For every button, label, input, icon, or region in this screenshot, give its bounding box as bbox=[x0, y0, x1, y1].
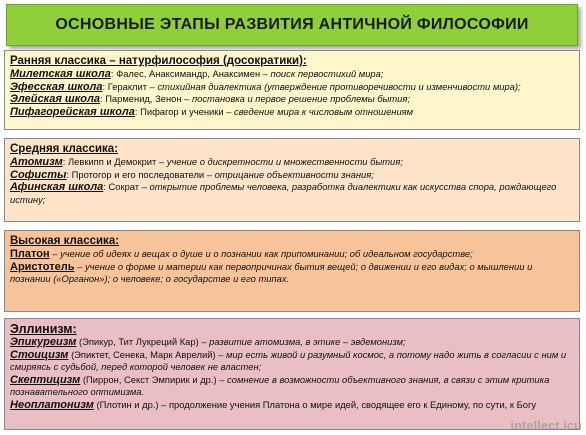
term: Элейская школа bbox=[10, 93, 100, 106]
separator: : bbox=[99, 93, 106, 105]
names: Фалес, Анаксимандр, Анаксимен – bbox=[116, 68, 271, 79]
list-item bbox=[10, 399, 574, 412]
separator: : bbox=[102, 80, 108, 92]
description: поиск первостихий мира; bbox=[270, 68, 384, 79]
list-item bbox=[10, 261, 574, 286]
term: Скептицизм bbox=[10, 373, 81, 386]
list-item bbox=[10, 93, 574, 106]
separator: – bbox=[49, 248, 61, 259]
description: развитие атомизма, в этике – эвдемонизм; bbox=[209, 336, 406, 347]
list-item bbox=[10, 374, 574, 399]
description: постановка и первое решение проблемы бытия; bbox=[191, 93, 411, 105]
description: учение о дискретности и множественности бытия; bbox=[166, 156, 403, 167]
section-heading: Эллинизм: bbox=[10, 322, 77, 336]
separator: : bbox=[110, 68, 117, 79]
term: Афинская школа bbox=[10, 181, 104, 194]
section-heading: Средняя классика: bbox=[10, 143, 119, 155]
term: Атомизм bbox=[10, 156, 63, 168]
section-high-classics bbox=[4, 230, 580, 312]
term: Эфесская школа bbox=[10, 80, 103, 93]
list-item bbox=[10, 349, 574, 374]
section-hellenism bbox=[4, 318, 580, 430]
names: (Эпикур, Тит Лукреций Кар) – bbox=[78, 336, 210, 347]
names: Сократ – bbox=[108, 181, 150, 193]
list-item bbox=[10, 156, 574, 169]
names: (Плотин и др.) – продолжение учения Платона о мире идей, сводящее его к Единому, по сути, к Богу bbox=[96, 398, 537, 410]
term: Софисты bbox=[10, 168, 67, 181]
section-heading: Высокая классика: bbox=[10, 235, 120, 247]
description: учение о форме и материи как первопричинах бытия вещей; о движении и его видах; о мышлении и познании («Органон»); о человеке; о государстве и его типах. bbox=[10, 260, 533, 285]
term: Стоицизм bbox=[10, 348, 69, 361]
section-middle-classics bbox=[4, 138, 580, 222]
term: Эпикуреизм bbox=[10, 336, 77, 348]
section-early-classics bbox=[4, 50, 580, 130]
term: Неоплатонизм bbox=[10, 398, 94, 411]
list-item bbox=[10, 248, 574, 261]
names: Протогор и его последователи – bbox=[71, 168, 215, 180]
names: Гераклит – bbox=[107, 80, 158, 92]
term: Платон bbox=[10, 248, 50, 260]
term: Милетская школа bbox=[10, 68, 111, 80]
names: Пифагор и ученики – bbox=[140, 105, 235, 117]
description: стихийная диалектика (утверждение противоречивости и изменчивости мира); bbox=[157, 80, 521, 92]
list-item bbox=[10, 68, 574, 81]
list-item bbox=[10, 81, 574, 94]
description: сомнение в возможности объективного знания, в связи с этим критика познавательного оптимизма. bbox=[10, 373, 550, 398]
description: мир есть живой и разумный космос, а потому надо жить в согласии с ним и смиряясь с судьбой, перед которой человек не властен; bbox=[10, 348, 567, 373]
list-item bbox=[10, 106, 574, 119]
description: открытие проблемы человека, разработка диалектики как искусства спора, рождающего истину; bbox=[10, 181, 557, 205]
names: (Эпиктет, Сенека, Марк Аврелий) – bbox=[71, 348, 226, 360]
names: (Пиррон, Секст Эмпирик и др.) – bbox=[82, 373, 228, 385]
names: Левкипп и Демокрит – bbox=[67, 156, 167, 167]
separator: : bbox=[66, 168, 72, 180]
separator: – bbox=[74, 260, 85, 272]
section-heading: Ранняя классика – натурфилософия (досократики): bbox=[10, 55, 307, 67]
description: учение об идеях и вещах о душе и о познании как припоминании; об идеальном государстве; bbox=[60, 248, 473, 259]
term: Аристотель bbox=[10, 260, 75, 273]
watermark: intellect.icu bbox=[510, 418, 582, 433]
separator: : bbox=[103, 181, 109, 193]
separator: : bbox=[62, 156, 68, 167]
description: отрицание объективности знания; bbox=[214, 168, 374, 180]
term: Пифагорейская школа bbox=[10, 105, 135, 118]
separator: : bbox=[134, 105, 141, 117]
names: Парменид, Зенон – bbox=[105, 93, 192, 105]
description: сведение мира к числовым отношениям bbox=[234, 105, 414, 117]
page-title: ОСНОВНЫЕ ЭТАПЫ РАЗВИТИЯ АНТИЧНОЙ ФИЛОСОФИИ bbox=[6, 4, 578, 46]
list-item bbox=[10, 169, 574, 182]
list-item bbox=[10, 181, 574, 206]
list-item bbox=[10, 336, 574, 349]
